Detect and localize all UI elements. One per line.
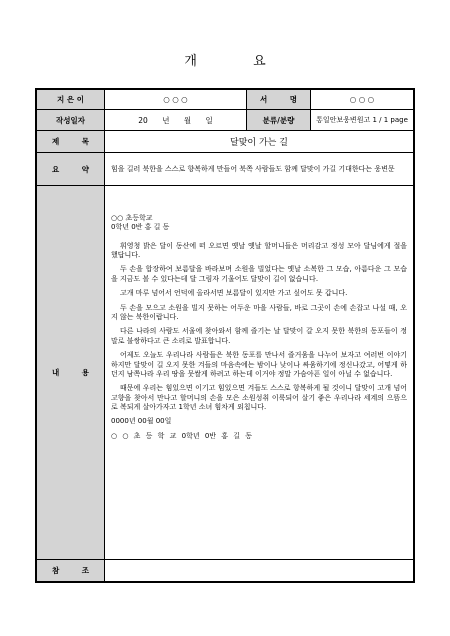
paragraph-3: 고개 마루 넘어서 언덕에 올라서면 보름달이 있지만 가고 싶어도 못 갑니다. [120, 289, 348, 298]
paragraph-4: 두 손을 모으고 소원을 빌지 못하는 어두운 마을 사람들, 바로 그곳이 손에 손잡고 나설 때, 오지 않는 북한이랍니다. [111, 303, 407, 321]
reference-value [105, 560, 413, 581]
title-label: 제 목 [37, 131, 105, 152]
date-row [37, 110, 413, 131]
title-value: 달맞이 가는 길 [230, 138, 288, 148]
writer-value: ○ ○ ○ [105, 90, 247, 109]
paragraph-2: 두 손을 합장하여 보름달을 바라보며 소원을 빌었다는 옛날 소복한 그 모습, 아름다운 그 모습을 지금도 볼 수 있다는데 달 그림자 기울어도 달맞이 길이 없습니다. [111, 265, 407, 283]
paragraph-1: 휘영청 밝은 달이 동산에 떠 오르면 옛날 옛날 할머니들은 머리감고 정성 모아 달님에게 절을 했답니다. [111, 241, 407, 259]
category-label: 분류/분량 [247, 110, 311, 130]
content-label: 내 용 [37, 186, 105, 559]
summary-label: 요 약 [37, 153, 105, 185]
writer-label: 지 은 이 [37, 90, 105, 109]
content-row [37, 186, 413, 560]
document-title: 개 요 [184, 54, 292, 69]
signature-label: 서 명 [247, 90, 311, 109]
signature-value: ○ ○ ○ [349, 95, 375, 104]
summary-value: 힘을 길러 북한을 스스로 향복하게 만들어 북쪽 사람들도 함께 달맞이 가길 기대한다는 웅변문 [111, 165, 395, 173]
title-row [37, 131, 413, 153]
content-body [105, 186, 413, 559]
date-line: 0000년 00월 00일 [111, 417, 172, 426]
date-value: 20 년 월 일 [105, 110, 247, 130]
reference-label: 참 조 [37, 560, 105, 581]
paragraph-6: 어제도 오늘도 우리나라 사람들은 북한 동포를 만나서 즐거움을 나누어 보자고 여러번 이야기 하지만 달맞이 길 오지 못한 겨들의 마음속에는 밤이나 낮이나 싸움하기에 정신나갔고, 어떻게 하던지 남쪽나라 우리 땅을 뭇쌀게 하려고 하는데 이거야 정말 가슴아픈 일이 아닐 수 없습니다. [111, 351, 407, 378]
signature-line: ○ ○ 초 등 학 교 0학년 0반 홍 길 동 [111, 431, 252, 440]
overview-form [35, 88, 415, 583]
reference-row [37, 560, 413, 581]
student-line: 0학년 0반 홍 길 동 [111, 223, 170, 232]
paragraph-5: 다른 나라의 사람도 서울에 찾아와서 함께 즐기는 날 달맞이 갈 오지 못한 북한의 동포들이 정말로 불쌍하다고 큰 소리로 발표합니다. [111, 327, 407, 345]
writer-row [37, 90, 413, 110]
school-line: ○○ 초등학교 [111, 214, 153, 222]
summary-row [37, 153, 413, 186]
paragraph-7: 때문에 우리는 힘있으면 이기고 힘있으면 겨들도 스스로 항복하게 될 것이니 달맞이 고개 넘어 고향을 찾아서 만나고 할머니의 손을 모은 소원성취 이룩되어 살기 좋은 우리나라 세계의 으뜸으로 복되게 살아가자고 1학년 소녀 힘차게 외칩니다. [111, 384, 407, 411]
category-value: 통일안보웅변원고 1 / 1 page [316, 116, 408, 124]
date-label: 작성일자 [37, 110, 105, 130]
